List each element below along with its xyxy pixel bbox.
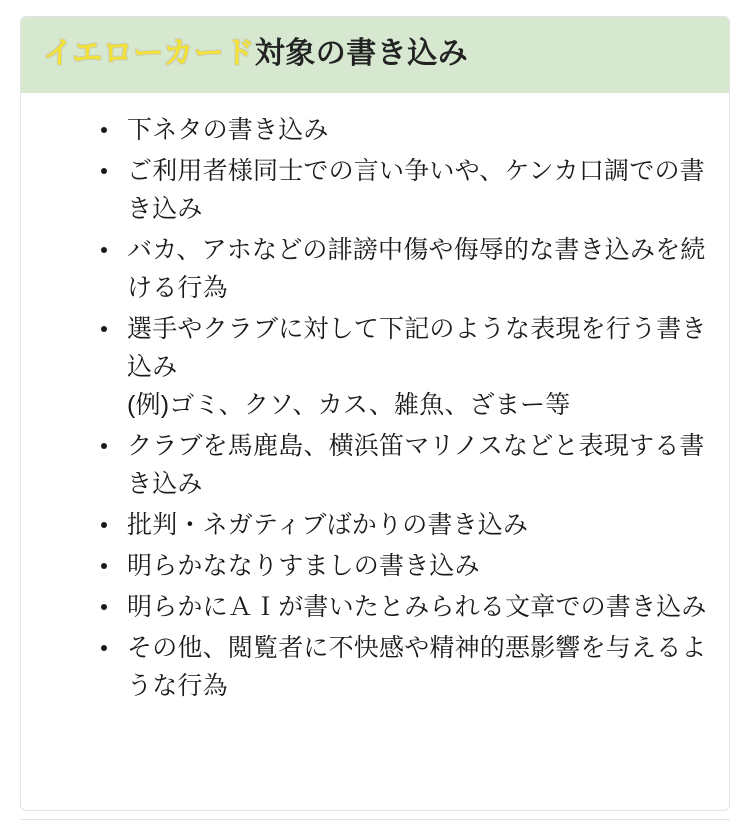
list-item-text: 明らかななりすましの書き込み bbox=[127, 551, 480, 580]
list-item bbox=[97, 547, 711, 585]
list-item bbox=[97, 152, 711, 228]
list-item bbox=[97, 111, 711, 149]
card-body bbox=[21, 93, 729, 726]
page-title-rest: 対象の書き込み bbox=[254, 37, 469, 70]
page-title-highlight: イエローカード bbox=[43, 37, 255, 70]
list-item bbox=[97, 427, 711, 503]
rule-list bbox=[39, 111, 711, 705]
list-item-text: 選手やクラブに対して下記のような表現を行う書き込み bbox=[127, 314, 707, 381]
list-item-text: 明らかにＡＩが書いたとみられる文章での書き込み bbox=[127, 592, 707, 621]
card-header bbox=[21, 17, 729, 93]
list-item bbox=[97, 310, 711, 424]
list-item-text: 下ネタの書き込み bbox=[127, 115, 329, 144]
list-item-subtext: (例)ゴミ、クソ、カス、雑魚、ざまー等 bbox=[127, 390, 571, 419]
yellow-card-rules-card bbox=[20, 16, 730, 811]
list-item-text: 批判・ネガティブばかりの書き込み bbox=[127, 510, 529, 539]
footer-divider bbox=[20, 819, 730, 821]
list-item bbox=[97, 588, 711, 626]
list-item bbox=[97, 629, 711, 705]
list-item-text: その他、閲覧者に不快感や精神的悪影響を与えるような行為 bbox=[127, 633, 707, 700]
list-item bbox=[97, 231, 711, 307]
list-item-text: ご利用者様同士での言い争いや、ケンカ口調での書き込み bbox=[127, 156, 705, 223]
page-title bbox=[43, 35, 707, 73]
list-item-text: バカ、アホなどの誹謗中傷や侮辱的な書き込みを続ける行為 bbox=[127, 235, 706, 302]
list-item bbox=[97, 506, 711, 544]
list-item-text: クラブを馬鹿島、横浜笛マリノスなどと表現する書き込み bbox=[127, 431, 705, 498]
